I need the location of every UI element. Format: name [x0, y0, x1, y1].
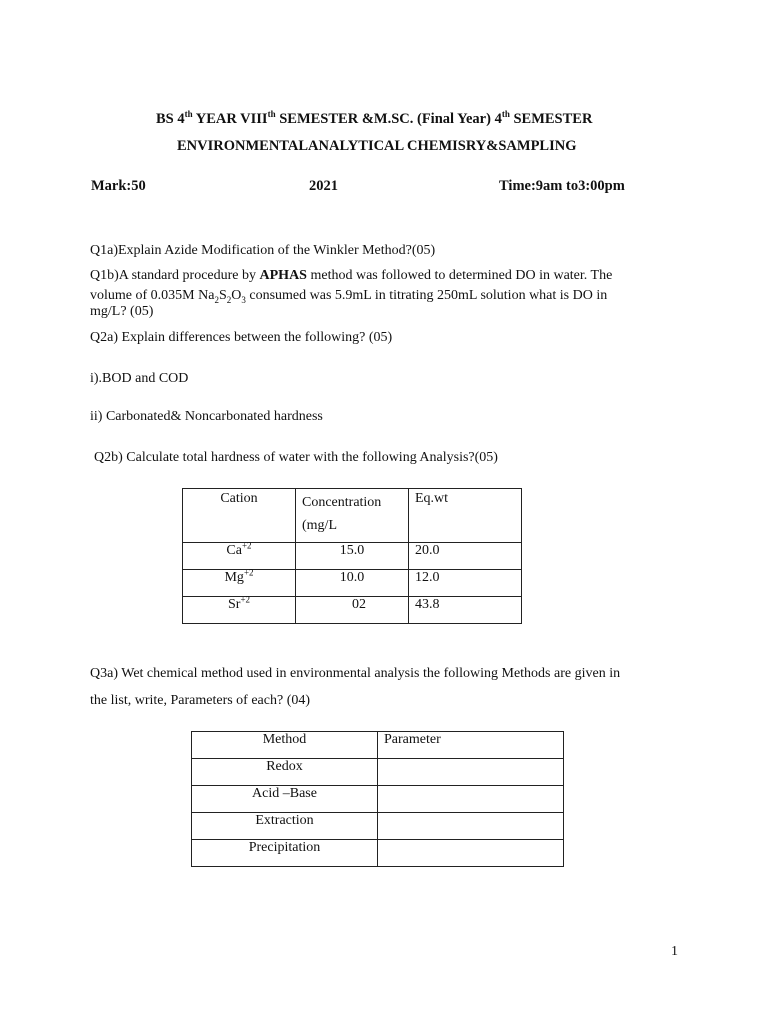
concentration-cell: 02 [296, 597, 409, 624]
table-row [192, 840, 564, 867]
question-3a-line1: Q3a) Wet chemical method used in environmental analysis the following Methods are given in [90, 666, 621, 681]
table-row [192, 786, 564, 813]
question-1b-line2: volume of 0.035M $Na_2S_2O_3$ consumed was 5.9mL in titrating 250mL solution what is DO in [90, 288, 608, 305]
eq-wt-cell: 12.0 [409, 570, 522, 597]
concentration-cell: 10.0 [296, 570, 409, 597]
exam-time: Time:9am to3:00pm [499, 178, 625, 194]
method-cell: Redox [192, 759, 378, 786]
question-1a: Q1a)Explain Azide Modification of the Winkler Method?(05) [90, 243, 436, 258]
method-cell: Precipitation [192, 840, 378, 867]
table-row [183, 543, 522, 570]
table-row [192, 813, 564, 840]
table-header-row [192, 732, 564, 759]
table-row [192, 759, 564, 786]
question-3a-line2: the list, write, Parameters of each? (04) [90, 693, 311, 708]
header-cation: Cation [183, 489, 296, 543]
course-title: ENVIRONMENTALANALYTICAL CHEMISRY&SAMPLING [177, 138, 577, 154]
concentration-cell: 15.0 [296, 543, 409, 570]
exam-year: 2021 [309, 178, 338, 194]
parameter-cell [378, 813, 564, 840]
cation-cell: $Ca^{+2}$ [183, 543, 296, 570]
question-2a-part-i: i).BOD and COD [90, 371, 189, 386]
page-number: 1 [671, 944, 678, 959]
question-2a: Q2a) Explain differences between the following? (05) [90, 330, 393, 345]
cation-cell: $Mg^{+2}$ [183, 570, 296, 597]
table-header-row [183, 489, 522, 543]
eq-wt-cell: 43.8 [409, 597, 522, 624]
question-1b-line1: Q1b)A standard procedure by APHAS method was followed to determined DO in water. The [90, 268, 613, 283]
total-marks: Mark:50 [91, 178, 146, 194]
eq-wt-cell: 20.0 [409, 543, 522, 570]
table-row [183, 570, 522, 597]
header-concentration: Concentration (mg/L [296, 489, 409, 543]
method-table [191, 731, 564, 867]
parameter-cell [378, 786, 564, 813]
question-2a-part-ii: ii) Carbonated& Noncarbonated hardness [90, 409, 323, 424]
hardness-table [182, 488, 522, 624]
table-row [183, 597, 522, 624]
method-cell: Extraction [192, 813, 378, 840]
exam-title: BS 4th YEAR VIIIth SEMESTER &M.SC. (Final Year) 4th SEMESTER [156, 109, 593, 127]
parameter-cell [378, 759, 564, 786]
header-eq-wt: Eq.wt [409, 489, 522, 543]
method-cell: Acid –Base [192, 786, 378, 813]
header-parameter: Parameter [378, 732, 564, 759]
parameter-cell [378, 840, 564, 867]
question-2b: Q2b) Calculate total hardness of water with the following Analysis?(05) [94, 450, 498, 465]
header-method: Method [192, 732, 378, 759]
question-1b-line3: mg/L? (05) [90, 304, 154, 319]
cation-cell: $Sr^{+2}$ [183, 597, 296, 624]
